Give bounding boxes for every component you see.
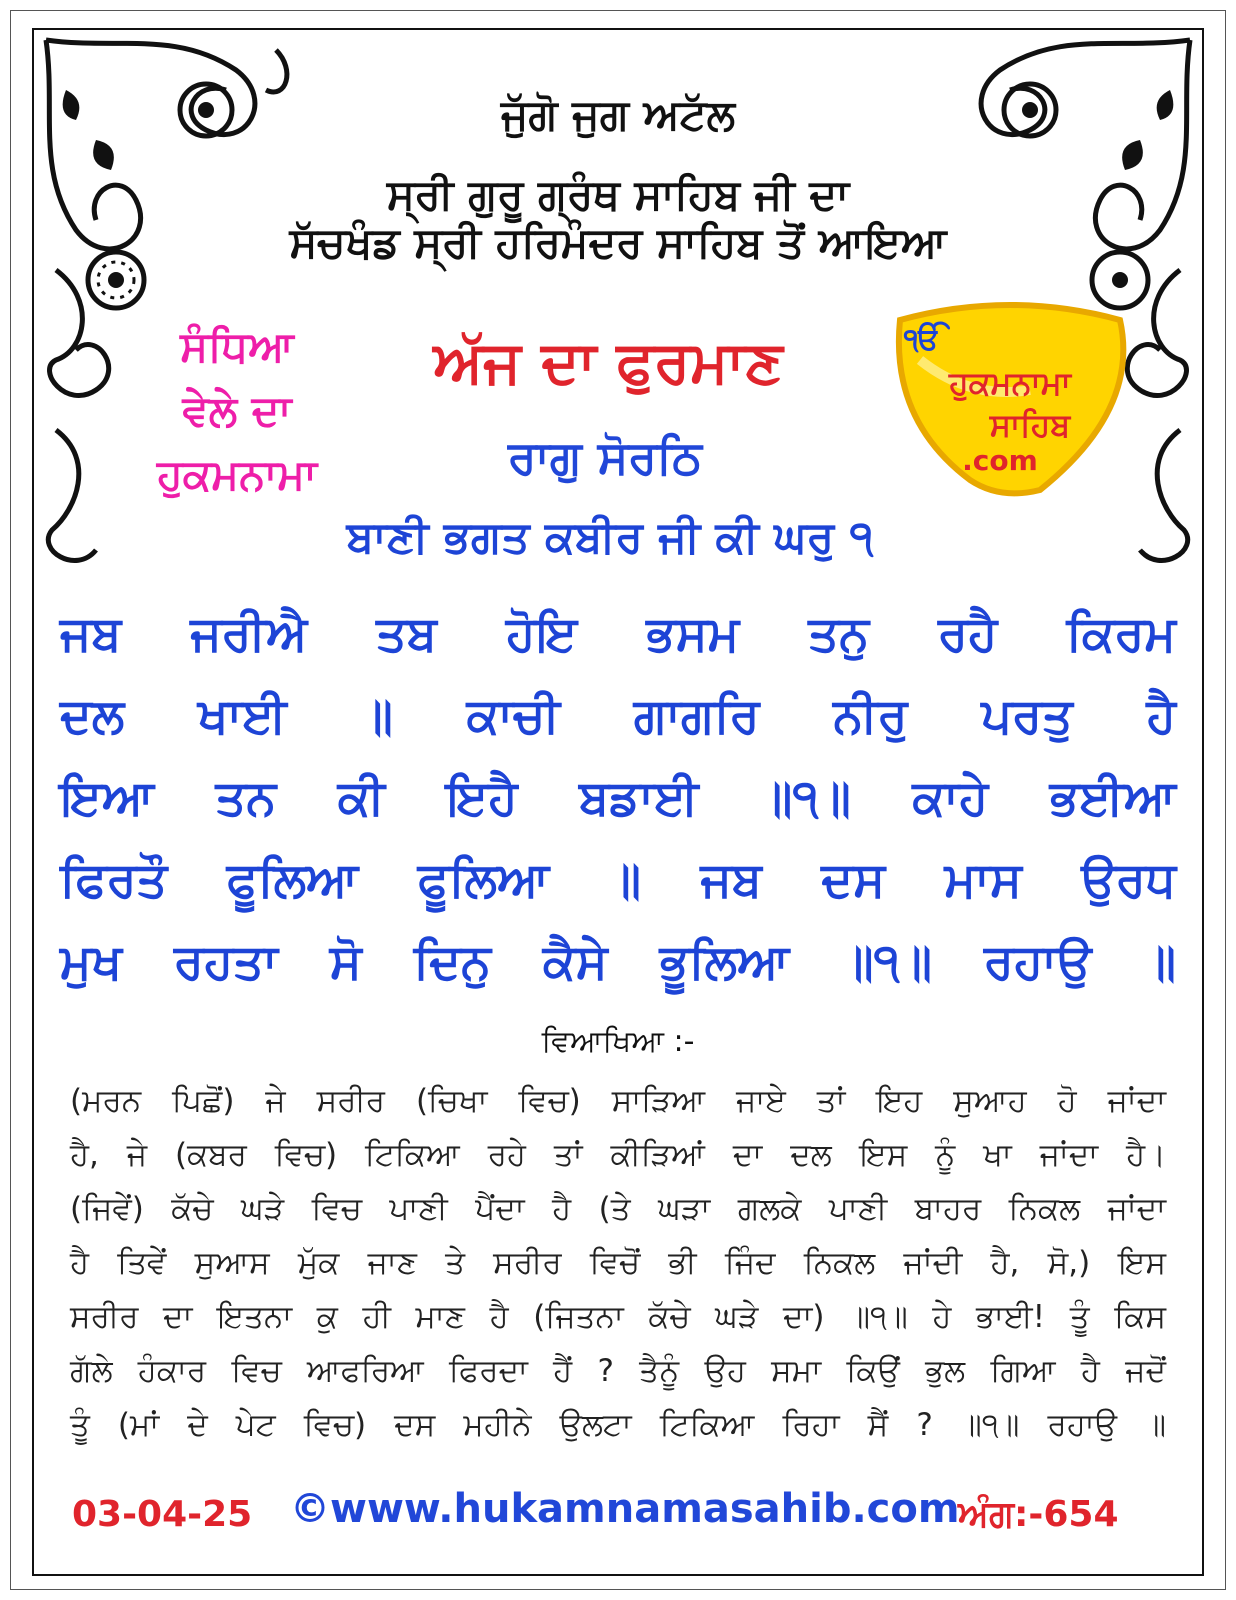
explanation-line: ਤੂੰ (ਮਾਂ ਦੇ ਪੇਟ ਵਿਚ) ਦਸ ਮਹੀਨੇ ਉਲਟਾ ਟਿਕਿਆ ਰਿਹਾ ਸੈਂ ? ॥੧॥ ਰਹਾਉ ॥ xyxy=(70,1407,1166,1443)
header-line-2: ਸ੍ਰੀ ਗੁਰੂ ਗ੍ਰੰਥ ਸਾਹਿਬ ਜੀ ਦਾ xyxy=(386,170,850,219)
header-line-1: ਜੁੱਗੋ ਜੁਗ ਅਟੱਲ xyxy=(501,90,735,139)
logo-text-line-2: ਸਾਹਿਬ xyxy=(989,406,1071,444)
bani-title: ਬਾਣੀ ਭਗਤ ਕਬੀਰ ਜੀ ਕੀ ਘਰੁ ੧ xyxy=(346,512,874,563)
bani-line: ਫਿਰਤੌ ਫੂਲਿਆ ਫੂਲਿਆ ॥ ਜਬ ਦਸ ਮਾਸ ਉਰਧ xyxy=(60,852,1176,908)
explanation-line: (ਜਿਵੇਂ) ਕੱਚੇ ਘੜੇ ਵਿਚ ਪਾਣੀ ਪੈਂਦਾ ਹੈ (ਤੇ ਘੜਾ ਗਲਕੇ ਪਾਣੀ ਬਾਹਰ ਨਿਕਲ ਜਾਂਦਾ xyxy=(70,1191,1166,1227)
explanation-line: ਹੈ ਤਿਵੇਂ ਸੁਆਸ ਮੁੱਕ ਜਾਣ ਤੇ ਸਰੀਰ ਵਿਚੋਂ ਭੀ ਜਿੰਦ ਨਿਕਲ ਜਾਂਦੀ ਹੈ, ਸੋ,) ਇਸ xyxy=(70,1245,1166,1281)
footer-date: 03-04-25 xyxy=(72,1494,253,1535)
explanation-line: (ਮਰਨ ਪਿਛੋਂ) ਜੇ ਸਰੀਰ (ਚਿਖਾ ਵਿਚ) ਸਾੜਿਆ ਜਾਏ ਤਾਂ ਇਹ ਸੁਆਹ ਹੋ ਜਾਂਦਾ xyxy=(70,1083,1166,1119)
side-label-line-1: ਸੰਧਿਆ xyxy=(180,322,294,371)
bani-line: ਮੁਖ ਰਹਤਾ ਸੋ ਦਿਨੁ ਕੈਸੇ ਭੂਲਿਆ ॥੧॥ ਰਹਾਉ ॥ xyxy=(60,934,1176,990)
logo-text-line-1: ਹੁਕਮਨਾਮਾ xyxy=(949,364,1071,402)
side-label-line-2: ਵੇਲੇ ਦਾ xyxy=(182,386,292,435)
bani-line: ਇਆ ਤਨ ਕੀ ਇਹੈ ਬਡਾਈ ॥੧॥ ਕਾਹੇ ਭਈਆ xyxy=(60,770,1176,826)
header-line-3: ਸੱਚਖੰਡ ਸ੍ਰੀ ਹਰਿਮੰਦਰ ਸਾਹਿਬ ਤੋਂ ਆਇਆ xyxy=(289,218,947,267)
explanation-line: ਸਰੀਰ ਦਾ ਇਤਨਾ ਕੁ ਹੀ ਮਾਣ ਹੈ (ਜਿਤਨਾ ਕੱਚੇ ਘੜੇ ਦਾ) ॥੧॥ ਹੇ ਭਾਈ! ਤੂੰ ਕਿਸ xyxy=(70,1299,1166,1335)
bani-line: ਜਬ ਜਰੀਐ ਤਬ ਹੋਇ ਭਸਮ ਤਨੁ ਰਹੈ ਕਿਰਮ xyxy=(60,606,1176,662)
hukamnama-sahib-logo xyxy=(880,300,1140,500)
furman-title: ਅੱਜ ਦਾ ਫੁਰਮਾਣ xyxy=(433,328,783,396)
bani-line: ਦਲ ਖਾਈ ॥ ਕਾਚੀ ਗਾਗਰਿ ਨੀਰੁ ਪਰਤੁ ਹੈ xyxy=(60,688,1176,744)
ik-onkar-symbol: ੴ xyxy=(904,322,941,357)
footer-ang-number: ਅੰਗ:-654 xyxy=(958,1494,1119,1535)
side-label-line-3: ਹੁਕਮਨਾਮਾ xyxy=(157,450,317,499)
explanation-line: ਹੈ, ਜੇ (ਕਬਰ ਵਿਚ) ਟਿਕਿਆ ਰਹੇ ਤਾਂ ਕੀੜਿਆਂ ਦਾ ਦਲ ਇਸ ਨੂੰ ਖਾ ਜਾਂਦਾ ਹੈ। xyxy=(70,1137,1166,1173)
raag-title: ਰਾਗੁ ਸੋਰਠਿ xyxy=(508,430,702,484)
vyakhya-label: ਵਿਆਖਿਆ :- xyxy=(541,1024,695,1059)
explanation-line: ਗੱਲੇ ਹੰਕਾਰ ਵਿਚ ਆਫਰਿਆ ਫਿਰਦਾ ਹੈਂ ? ਤੈਨੂੰ ਉਹ ਸਮਾ ਕਿਉਂ ਭੁਲ ਗਿਆ ਹੈ ਜਦੋਂ xyxy=(70,1353,1166,1389)
logo-text-line-3: .com xyxy=(962,444,1038,477)
footer-website-link[interactable]: ©www.hukamnamasahib.com xyxy=(290,1486,960,1532)
